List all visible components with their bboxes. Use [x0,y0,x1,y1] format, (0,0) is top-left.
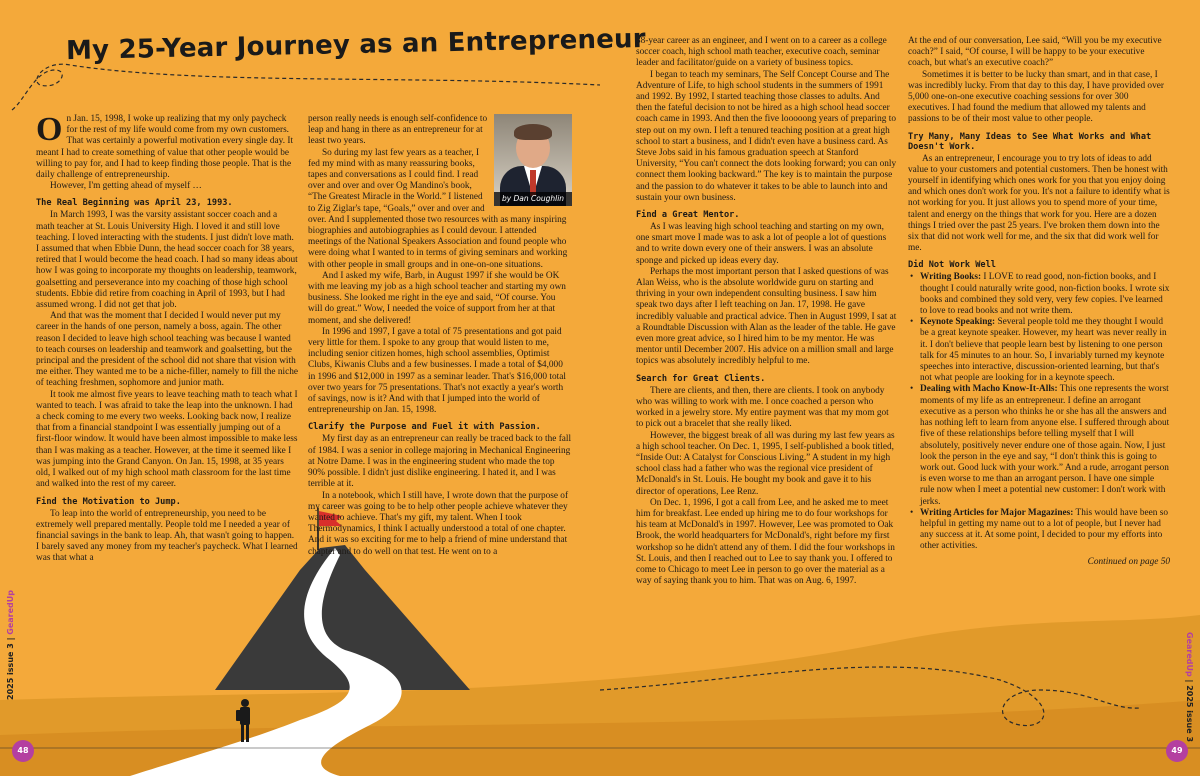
page-number-left: 48 [12,740,34,762]
paragraph: And I asked my wife, Barb, in August 1997 if she would be OK with me leaving my job as a high school teacher and starting my own business. She looked me right in the eye and said, “Of course. You will do great.” Wow, I needed the voice of support from her at that moment, and she delivered! [308,270,566,326]
section-heading: Search for Great Clients. [636,373,766,384]
column-2 [308,114,572,558]
paragraph: And that was the moment that I decided I would never put my career in the hands of one person, namely a boss, again. The other reason I decided to leave high school teaching was because I wanted to teach courses on leadership and teamwork and goalsetting, but the principal and the president of the school did not share that vision with me either. They wanted me to be a niche-filler, namely to fill the niche of teaching freshmen, sophomore and junior math. [36,311,298,389]
footer-issue-left: 2025 issue 3 | GearedUp [6,589,15,700]
paragraph: person really needs is enough self-confidence to leap and hang in there as an entrepreneur for at least two years. [308,114,488,147]
paragraph: My first day as an entrepreneur can really be traced back to the fall of 1984. I was a senior in college majoring in Mechanical Engineering at Notre Dame. I was in the engineering student who made the top 90% possible. I didn't just dislike engineering. I hated it, and I was terrible at it. [308,434,572,490]
section-heading: Try Many, Many Ideas to See What Works and What Doesn't Work. [908,131,1152,152]
footer-issue-right: GearedUp | 2025 issue 3 [1185,632,1194,743]
drop-cap: O [36,111,63,148]
column-1 [36,111,298,565]
paragraph: In a notebook, which I still have, I wrote down that the purpose of my career was going to be to help other people achieve whatever they wanted to achieve. That's my gift, my talent. When I took Thermodynamics, I think I actually understood a total of one chapter. And it was so exciting for me to help a friend of mine understand that chapter and to do well on that test. He went on to a [308,490,569,557]
list-item: • Dealing with Macho Know-It-Alls: This one represents the worst moments of my life as an entrepreneur. I define an arrogant executive as a person who thinks he or she has all the answers and has nothing left to learn from anyone else. I suffered through about five of these relationships before telling myself that I will absolutely, positively never endure one of those again. Now, I just look the person in the eye and say, “I don't think this is going to work out. Good luck with your work.” And a rude, arrogant person is even worse to me than an arrogant person. I have one simple rule now when I meet a potential new customer: I don't work with jerks. [908,384,1170,507]
section-heading: Find the Motivation to Jump. [36,496,181,507]
paragraph: To leap into the world of entrepreneurship, you need to be extremely well prepared mentally. People told me I needed a year of financial savings in the bank to leap. Ah, that wasn't going to happen. I barely saved any money from my teacher's paycheck. What I learned was that what a [36,508,298,564]
paragraph: Sometimes it is better to be lucky than smart, and in that case, I was incredibly lucky. From that day to this day, I have provided over 5,000 one-on-one executive coaching sessions for over 300 executives. I had found the medium that allowed my talents and passions to be of their most value to other people. [908,69,1164,125]
paragraph: There are clients, and then, there are clients. I took on anybody who was willing to work with me. I once coached a person who worked in a jewelry store. My entire payment was that my mom got to pick out a bracelet that she really liked. [636,385,889,430]
paragraph: Perhaps the most important person that I asked questions of was Alan Weiss, who is the absolute worldwide guru on starting and thriving in your own independent consulting business. I saw him speak two days after I left teaching on Jan. 17, 1998. He gave incredibly valuable and practical advice. Then in August 1999, I sat at a Roundtable Discussion with Alan as the leader of the table. He gave even more great advice, so I hired him to be my mentor. He was mentor until December 2007. His advice on a million small and large topics was absolutely incredibly helpful to me. [636,266,897,367]
paragraph: On Jan. 15, 1998, I woke up realizing that my only paycheck for the rest of my life would come from my own customers. That was certainly a powerful motivation every single day. It meant I had to create something of value that other people would be willing to pay for, and I had to keep finding those people. That is the daily challenge of entrepreneurship. [36,111,294,181]
column-4 [908,36,1170,568]
list-item: • Writing Books: I LOVE to read good, non-fiction books, and I thought I could naturally write good, non-fiction books. I wrote six books and combined they sold very, very few copies. I've learned to love to read books and not write them. [908,272,1170,317]
paragraph: It took me almost five years to leave teaching math to teach what I wanted to teach. I was afraid to take the leap into the unknown. I had a check coming to me every two weeks. Looking back now, I realize that from a financial standpoint I was essentially jumping out of a first-floor window. It would have been almost impossible to make less than I was making as a teacher. However, at the time it seemed like I was jumping into the Grand Canyon. On Jan. 15, 1998, at 35 years old, I walked out of my high school math classroom for the last time and walked into the rest of my career. [36,389,298,490]
paragraph: On Dec. 1, 1996, I got a call from Lee, and he asked me to meet him for breakfast. Lee ended up hiring me to do four workshops for his team at McDonald's in 1997. However, Lee was promoted to Oak Brook, the world headquarters for McDonald's, right before my first workshop so he didn't attend any of them. I did the four workshops in St. Louis, and then I reached out to Lee to say thank you. I offered to come to Chicago to meet Lee in person to go over the material as a way of saying thank you to him. That was on Aug. 6, 1997. [636,497,895,587]
paragraph: In March 1993, I was the varsity assistant soccer coach and a math teacher at St. Louis University High. I loved it and still love teaching. I loved interacting with the students. I just didn't love math. I assumed that when Ebbie Dunn, the head soccer coach for 38 years, retired that I would become the head coach. I had so many ideas about how I was going to incorporate my thoughts on leadership, teamwork, goalsetting and perseverance into my coaching of those high school students. Ebbie did retire from coaching in April of 1993, but I had assumed wrong. I did not get that job. [36,210,298,311]
paragraph: I began to teach my seminars, The Self Concept Course and The Adventure of Life, to high school students in the summers of 1991 and 1992. By 1992, I started teaching those classes to adults. And then the fateful decision to not be hired as a high school head soccer coach came in 1993. And then the five looooong years of preparing to step out on my own. I left a tenured teaching position at a great high school to start a business, and I didn't even have a business card. As Steve Jobs said in his famous graduation speech at Stanford University, “You can't connect the dots looking forward; you can only connect them looking backward.” The key is to maintain the purpose and the passion to do whatever it takes to be able to launch into and sustain your own business. [636,69,897,203]
section-heading: The Real Beginning was April 23, 1993. [36,198,233,209]
paragraph: At the end of our conversation, Lee said, “Will you be my executive coach?” I said, “Of course, I will be happy to be your executive coach, but what's an executive coach?” [908,36,1162,69]
list-item: • Keynote Speaking: Several people told me they thought I would be a great keynote speaker. However, my heart was never really in it. I don't believe that people learn best by listening to one person talk for 45 minutes to an hour. So, I invariably turned my keynote speeches into interactive, discussion-oriented learning, but that's not what people are looking for in a keynote speech. [908,317,1170,384]
byline-caption: by Dan Coughlin [494,192,572,206]
article-title: My 25-Year Journey as an Entrepreneur [65,23,647,67]
continued-note: Continued on page 50 [1087,556,1170,567]
section-heading: Clarify the Purpose and Fuel it with Passion. [308,422,541,433]
paragraph: 38-year career as an engineer, and I went on to a career as a college soccer coach, high school math teacher, executive coach, seminar leader and facilitator/guide on a variety of business topics. [636,36,887,69]
paragraph: However, I'm getting ahead of myself … [50,181,202,192]
paragraph: As an entrepreneur, I encourage you to try lots of ideas to add value to your customers and potential customers. Then be honest with yourself in identifying which ones work for you that you enjoy doing and which ones don't work for you. It's not a failure to identify what is not working for you. It just allows you to spend more of your time, talent and energy on the things that work for you. Here are a dozen things I tried over the past 25 years. I've broken them down into the six that did not work well for me, and the six that did work well for me. [908,153,1170,254]
section-heading: Did Not Work Well [908,260,996,271]
page-number-right: 49 [1166,740,1188,762]
paragraph: In 1996 and 1997, I gave a total of 75 presentations and got paid very little for them. I spoke to any group that would listen to me, including senior citizen homes, high school assemblies, Optimist Clubs, Kiwanis Clubs and a few businesses. I made a total of $4,000 in 1996 and $12,000 in 1997 as a seminar leader. That's $16,000 total over two years for 75 presentations. That's not exactly a year's worth of savings, now is it? And with that I jumped into the world of entrepreneurship on Jan. 15, 1998. [308,326,566,416]
author-photo [494,114,572,206]
section-heading: Find a Great Mentor. [636,210,740,221]
paragraph: So during my last few years as a teacher, I fed my mind with as many reassuring books, tapes and conversations as I could find. I read over and over and over Og Mandino's book, “The Greatest Miracle in the World.” I listened to Zig Ziglar's tape, “Goals,” over and over and over. And I supplemented those two resources with as many inspiring biographies and autobiographies as I could devour. I attended meetings of the National Speakers Association and found people who were doing what I wanted to in terms of giving seminars and working with other people in small groups and in one-on-one situations. [308,147,568,270]
paragraph: As I was leaving high school teaching and starting on my own, one smart move I made was to ask a lot of people a lot of questions and to write down every one of their answers. I was an absolute sponge and picked up ideas every day. [636,222,887,266]
list-item: • Writing Articles for Major Magazines: This would have been so helpful in getting my name out to a lot of people, but I never had any success at it. At some point, I decided to pour my efforts into other activities. [908,508,1170,553]
dashed-swirl-title [12,64,600,110]
paragraph: However, the biggest break of all was during my last few years as a high school teacher. On Dec. 1, 1995, I self-published a book titled, “Inside Out: A Catalyst for Conscious Living.” A student in my high school class had a father who was the regional vice president of McDonald's in St. Louis. He bought my book and gave it to his director of operations, Lee Renz. [636,430,895,497]
column-3 [636,36,898,587]
